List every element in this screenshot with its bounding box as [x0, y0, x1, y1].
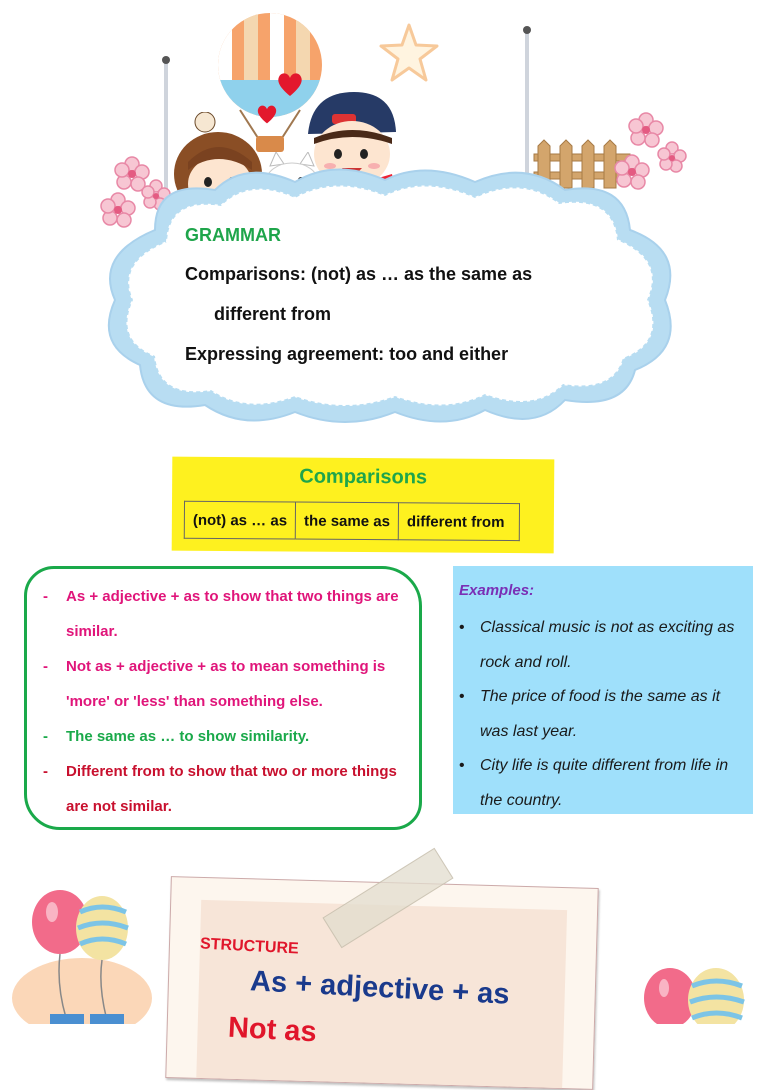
example-item — [459, 680, 747, 749]
examples-box — [453, 566, 753, 814]
bullet: • — [459, 757, 465, 774]
grammar-line: Expressing agreement: too and either — [185, 344, 509, 364]
star-icon — [378, 22, 440, 84]
rules-box — [24, 566, 422, 830]
dash-bullet: - — [43, 588, 48, 605]
rule-item — [43, 579, 413, 649]
balloon-icon — [10, 888, 170, 1024]
rule-text: As + adjective + as to show that two things are similar. — [66, 588, 399, 640]
example-text: City life is quite different from life in the country. — [480, 757, 729, 809]
comparisons-title: Comparisons — [299, 465, 428, 489]
comparisons-box — [172, 457, 555, 554]
examples-title: Examples: — [459, 582, 535, 599]
bullet: • — [459, 619, 465, 636]
structure-formula: As + adjective + as — [249, 965, 511, 1011]
dash-bullet: - — [43, 763, 48, 780]
comparisons-cell: the same as — [295, 502, 398, 540]
grammar-line: different from — [214, 304, 331, 324]
comparisons-table — [184, 501, 520, 541]
example-text: Classical music is not as exciting as rock and roll. — [480, 619, 735, 671]
structure-formula-negative: Not as — [227, 1011, 318, 1049]
example-text: The price of food is the same as it was last year. — [480, 688, 721, 740]
example-item — [459, 611, 747, 680]
comparisons-cell: (not) as … as — [184, 501, 295, 539]
rule-text: Not as + adjective + as to mean something is 'more' or 'less' than something else. — [66, 658, 386, 710]
rule-text: Different from to show that two or more things are not similar. — [66, 763, 397, 815]
structure-label: STRUCTURE — [199, 935, 300, 958]
grammar-line: Comparisons: (not) as … as the same as — [185, 264, 533, 284]
comparisons-cell: different from — [398, 503, 519, 541]
example-item — [459, 749, 747, 818]
dash-bullet: - — [43, 658, 48, 675]
balloon-icon — [640, 966, 750, 1024]
heart-icon — [275, 70, 305, 98]
grammar-title: GRAMMAR — [185, 225, 281, 245]
dash-bullet: - — [43, 728, 48, 745]
rule-item — [43, 754, 413, 824]
rule-text: The same as … to show similarity. — [66, 728, 310, 745]
grammar-section — [185, 225, 605, 383]
rule-item — [43, 719, 413, 754]
rule-item — [43, 649, 413, 719]
bullet: • — [459, 688, 465, 705]
